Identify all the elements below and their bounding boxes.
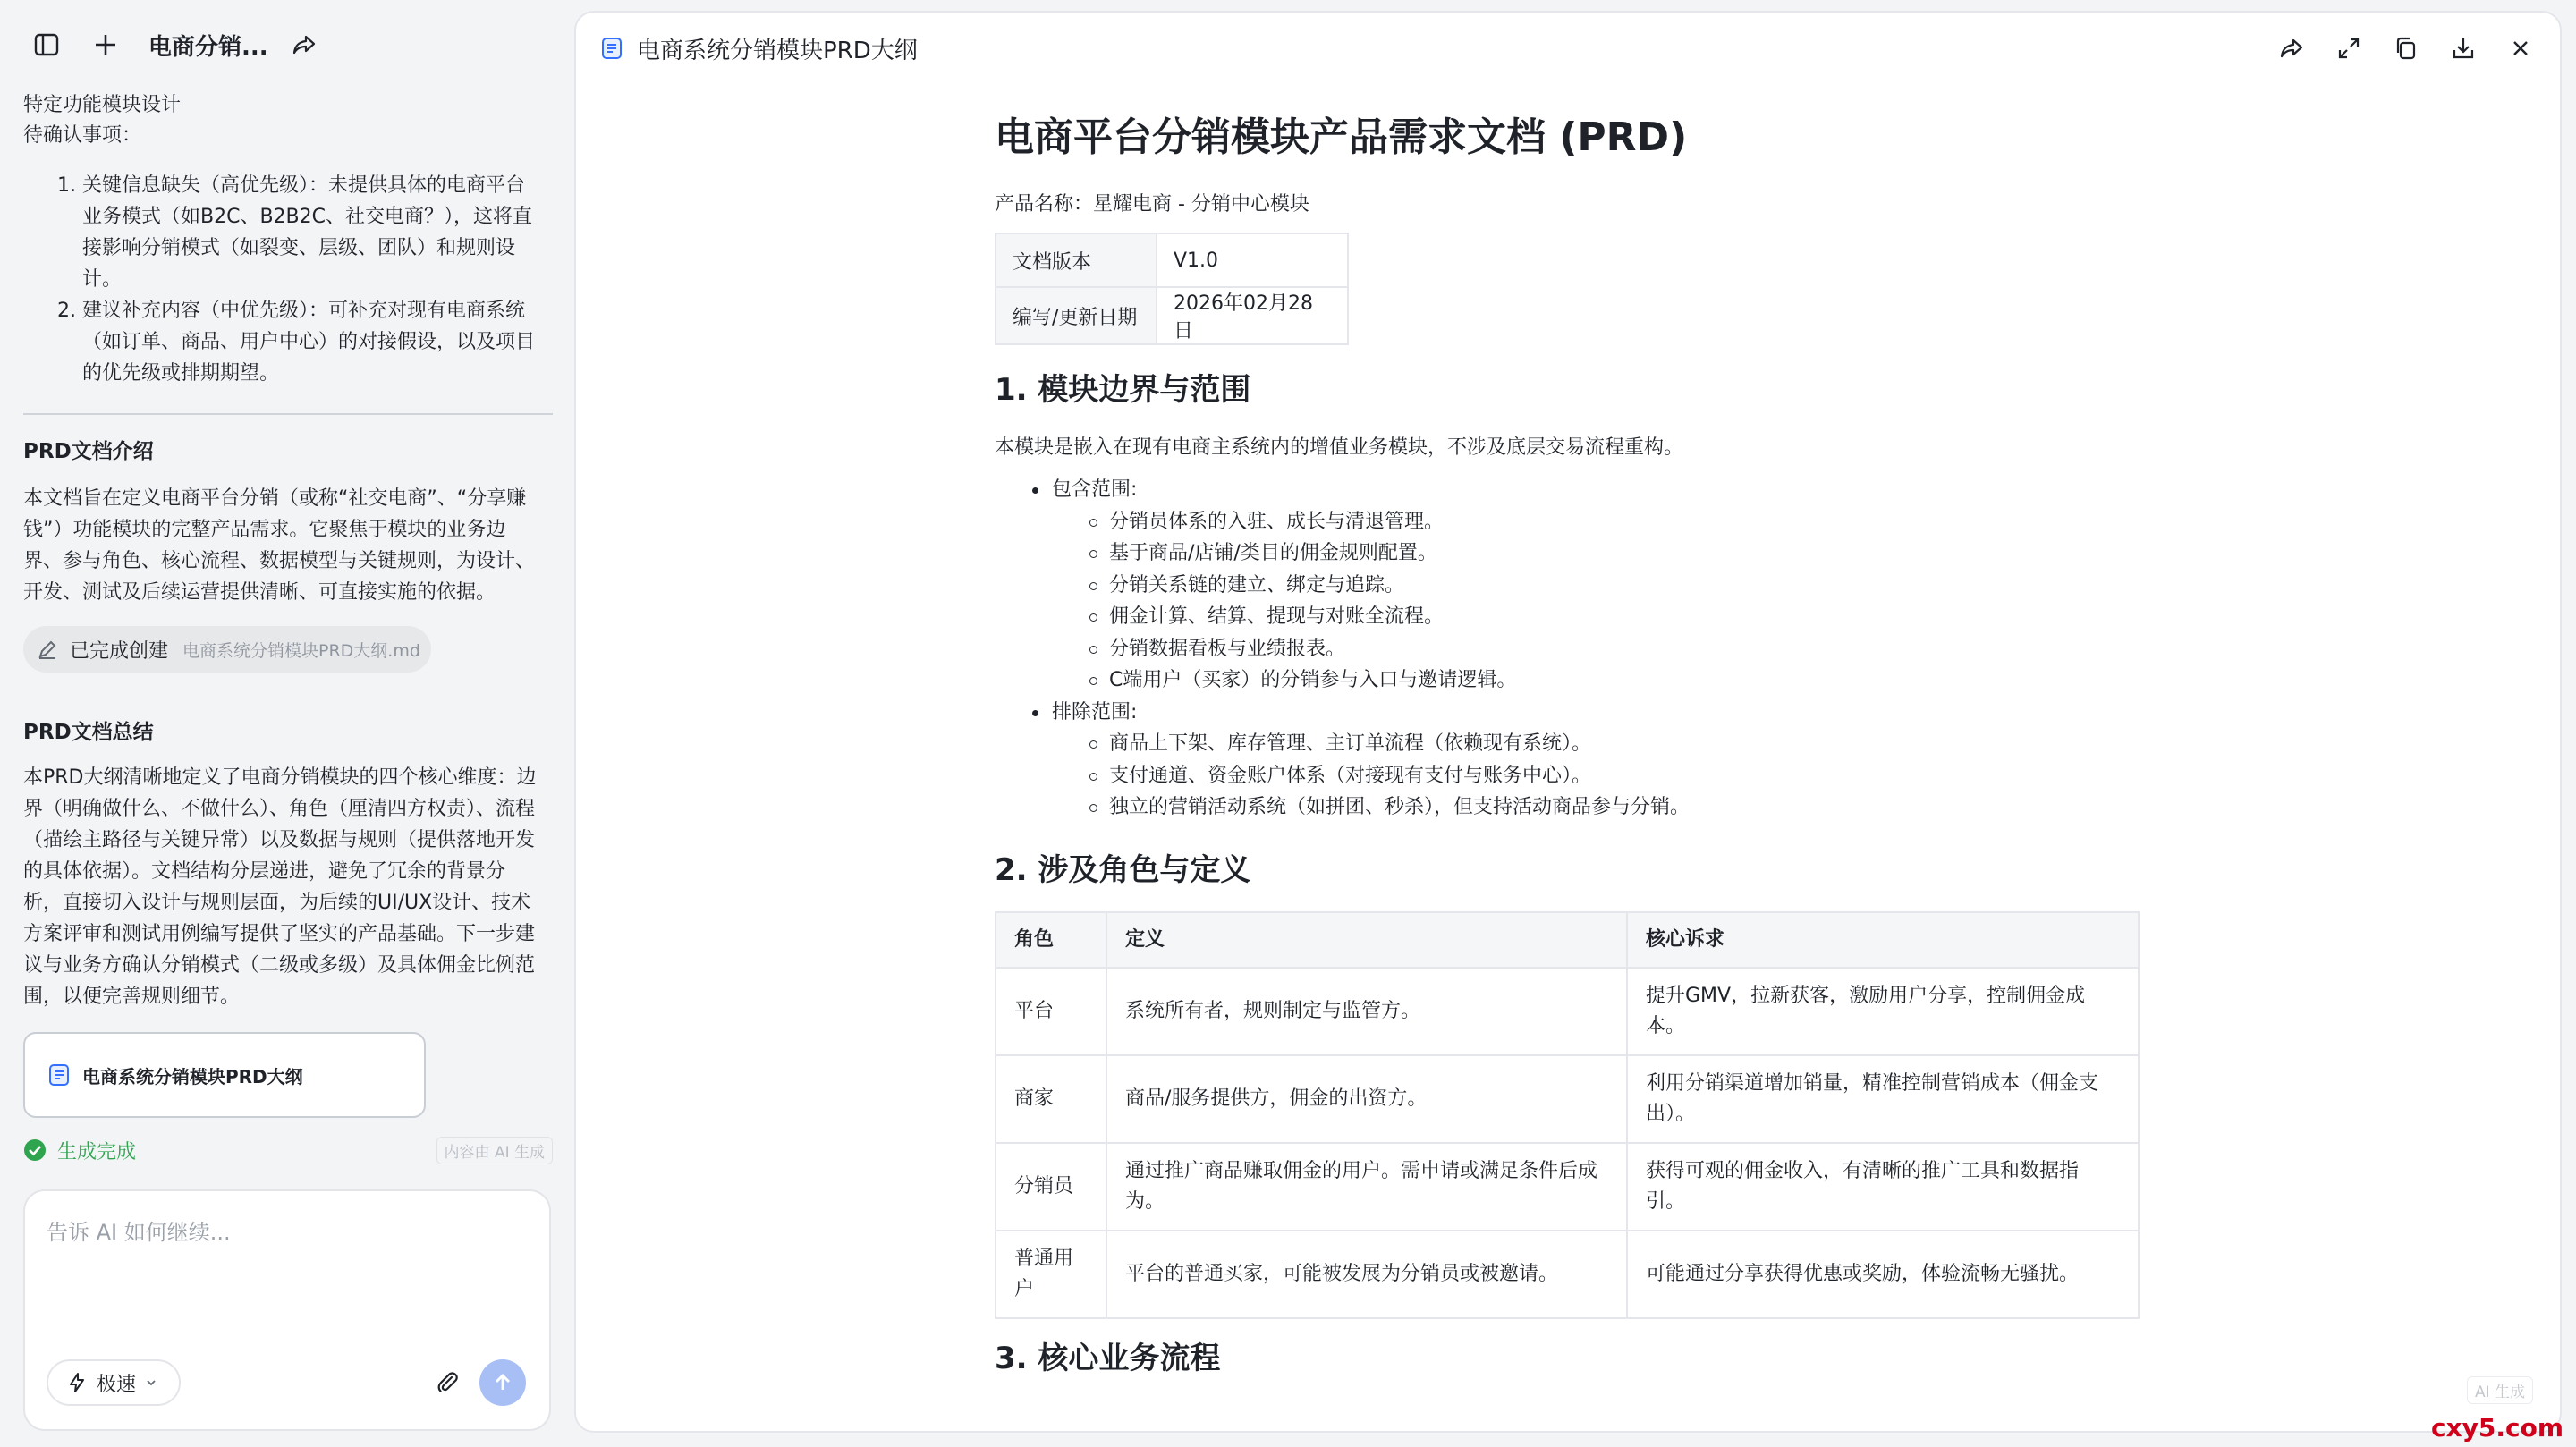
generation-status: [23, 1134, 553, 1166]
section-3-title: 3. 核心业务流程: [995, 1340, 1221, 1376]
doc-card-label: 电商系统分销模块PRD大纲: [82, 1065, 303, 1087]
attachment-icon[interactable]: [431, 1367, 463, 1399]
prd-summary-title: PRD文档总结: [23, 721, 154, 744]
share-icon[interactable]: [2275, 32, 2308, 64]
close-icon[interactable]: [2504, 32, 2537, 64]
list-item: 1. 关键信息缺失（高优先级）：未提供具体的电商平台 业务模式（如B2C、B2B2C、社交电商？），这将直 接影响分销模式（如裂变、层级、团队）和规则设 计。: [57, 174, 532, 291]
list-item: 2. 建议补充内容（中优先级）：可补充对现有电商系统 （如订单、商品、用户中心）的对接假设，以及项目 的优先级或排期期望。: [57, 300, 536, 385]
new-chat-icon[interactable]: [89, 29, 122, 61]
intro-line-1: 特定功能模块设计: [23, 94, 182, 116]
document-icon: [47, 1062, 72, 1087]
chevron-down-icon: [145, 1376, 157, 1389]
sidebar-toggle-icon[interactable]: [30, 29, 63, 61]
table-header-row: 角色 定义 核心诉求: [996, 912, 2139, 968]
table-row: 编写/更新日期 2026年02月28日: [996, 287, 1348, 344]
edit-icon: [36, 638, 59, 661]
divider: [23, 413, 553, 415]
doc-heading: 电商平台分销模块产品需求文档 (PRD): [995, 114, 1688, 160]
share-icon[interactable]: [288, 29, 320, 61]
document-icon: [599, 36, 624, 61]
created-filename: 电商系统分销模块PRD大纲.md: [182, 640, 420, 661]
arrow-up-icon: [491, 1371, 514, 1394]
list-item: 包含范围: 分销员体系的入驻、成长与清退管理。 基于商品/店铺/类目的佣金规则配置。 分销关系链的建立、绑定与追踪。 佣金计算、结算、提现与对账全流程。 分销数据看板与业绩报表。 C端用户（买家）的分销参与入口与邀请逻辑。: [995, 474, 2148, 697]
status-text: 生成完成: [57, 1140, 137, 1164]
document-actions: [2250, 32, 2537, 64]
ai-generated-note: 内容由 AI 生成: [436, 1137, 553, 1164]
table-row: 普通用 户 平台的普通买家，可能被发展为分销员或被邀请。 可能通过分享获得优惠或奖励，体验流畅无骚扰。: [996, 1231, 2139, 1318]
doc-card[interactable]: [23, 1032, 426, 1118]
scope-list: [995, 474, 2148, 824]
table-row: 文档版本 V1.0: [996, 233, 1348, 287]
meta-table: [995, 233, 1349, 345]
chat-panel: [0, 0, 569, 1447]
download-icon[interactable]: [2447, 32, 2479, 64]
section-1-title: 1. 模块边界与范围: [995, 372, 1251, 408]
prd-intro-text: 本文档旨在定义电商平台分销（或称“社交电商”、“分享赚 钱”）功能模块的完整产品需求。它聚焦于模块的业务边 界、参与角色、核心流程、数据模型与关键规则，为设计、 开发、测试及后续运营提供清晰、可直接实施的依据。: [23, 487, 536, 604]
pending-list: [57, 170, 558, 389]
mode-label: 极速: [97, 1373, 137, 1396]
ai-generated-badge: AI 生成: [2467, 1376, 2533, 1404]
expand-icon[interactable]: [2333, 32, 2365, 64]
table-row: 商家 商品/服务提供方，佣金的出资方。 利用分销渠道增加销量，精准控制营销成本（佣金支 出）。: [996, 1055, 2139, 1143]
section-2-title: 2. 涉及角色与定义: [995, 851, 1251, 888]
table-row: 分销员 通过推广商品赚取佣金的用户。需申请或满足条件后成 为。 获得可观的佣金收入，有清晰的推广工具和数据指 引。: [996, 1143, 2139, 1231]
watermark: cxy5.com: [2431, 1413, 2564, 1443]
send-button[interactable]: [479, 1359, 526, 1406]
list-item: 排除范围: 商品上下架、库存管理、主订单流程（依赖现有系统）。 支付通道、资金账户体系（对接现有支付与账务中心）。 独立的营销活动系统（如拼团、秒杀），但支持活动商品参与分销。: [995, 697, 2148, 824]
mode-selector[interactable]: [47, 1359, 181, 1406]
document-title: 电商系统分销模块PRD大纲: [637, 37, 918, 64]
chat-input[interactable]: [47, 1214, 530, 1286]
section-1-desc: 本模块是嵌入在现有电商主系统内的增值业务模块，不涉及底层交易流程重构。: [995, 436, 1684, 459]
document-header: [576, 13, 2560, 84]
chat-messages: [23, 89, 553, 1189]
created-file-chip[interactable]: [23, 626, 431, 673]
prd-intro-title: PRD文档介绍: [23, 440, 154, 463]
conversation-title[interactable]: 电商分销...: [148, 33, 268, 61]
copy-icon[interactable]: [2390, 32, 2422, 64]
check-circle-icon: [23, 1138, 47, 1162]
document-panel: [574, 11, 2562, 1433]
chat-input-box: [23, 1189, 551, 1431]
document-body: [995, 111, 2148, 1380]
created-label: 已完成创建: [70, 639, 169, 663]
lightning-icon: [66, 1372, 88, 1393]
intro-line-2: 待确认事项：: [23, 124, 142, 147]
prd-summary-text: 本PRD大纲清晰地定义了电商分销模块的四个核心维度：边 界（明确做什么、不做什么）、角色（厘清四方权责）、流程 （描绘主路径与关键异常）以及数据与规则（提供落地开发 的具体依据）。文档结构分层递进，避免了冗余的背景分 析，直接切入设计与规则层面，为后续的UI/UX设计、技术 方案评审和测试用例编写提供了坚实的产品基础。下一步建 议与业务方确认分销模式（二级或多级）及具体佣金比例范 围，以便完善规则细节。: [23, 766, 537, 1008]
table-row: 平台 系统所有者，规则制定与监管方。 提升GMV，拉新获客，激励用户分享，控制佣金成 本。: [996, 968, 2139, 1055]
product-name: 产品名称：星耀电商 - 分销中心模块: [995, 193, 1309, 216]
chat-toolbar: [0, 0, 569, 89]
roles-table: [995, 911, 2140, 1319]
